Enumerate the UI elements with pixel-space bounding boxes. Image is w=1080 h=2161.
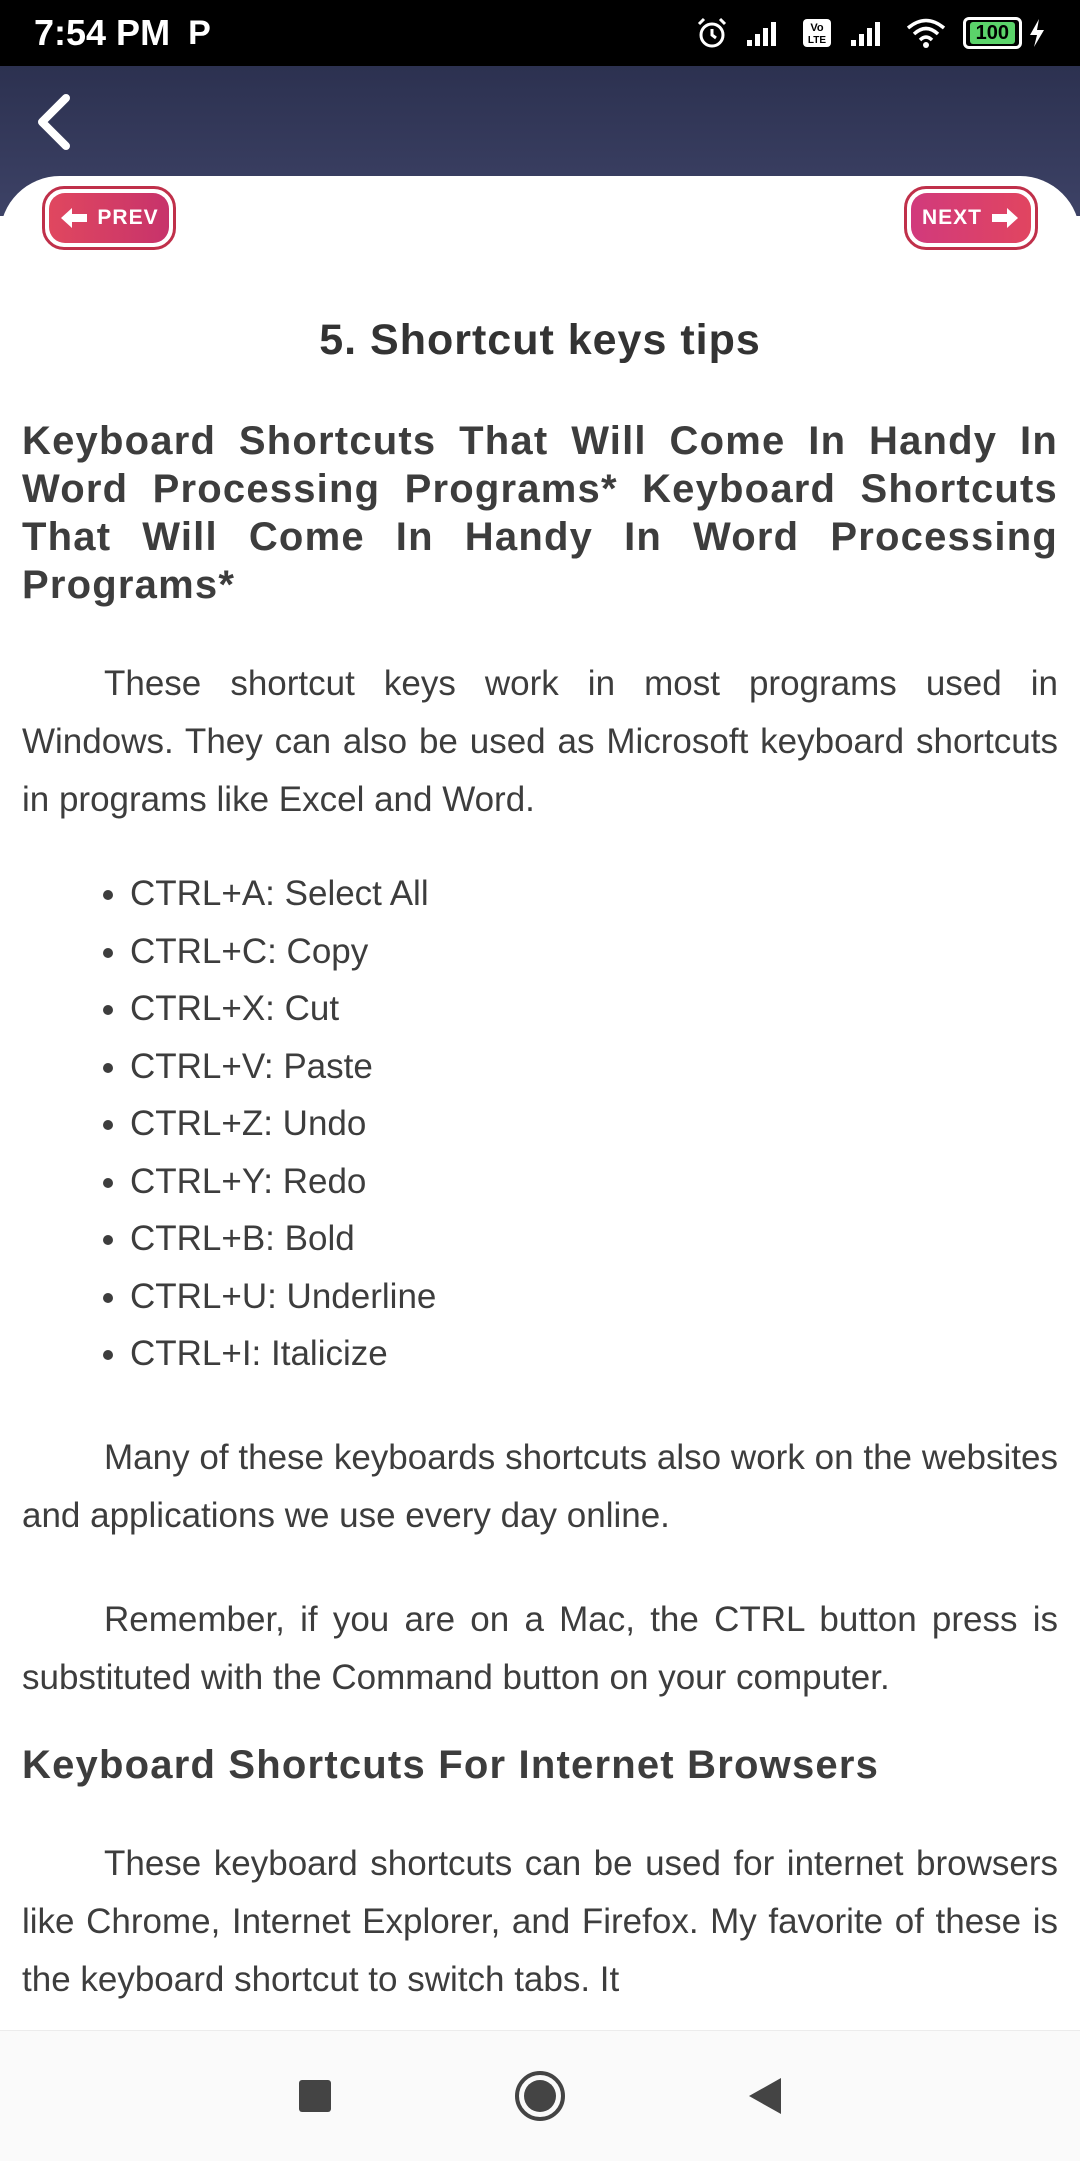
back-button[interactable] bbox=[747, 2076, 783, 2116]
next-button[interactable] bbox=[904, 186, 1038, 250]
status-bar bbox=[0, 0, 1080, 66]
list-item: • CTRL+C: Copy bbox=[130, 923, 1058, 981]
charging-icon bbox=[1028, 18, 1046, 48]
list-item: • CTRL+Z: Undo bbox=[130, 1095, 1058, 1153]
status-time: 7:54 PM bbox=[34, 12, 171, 53]
prev-label: PREV bbox=[97, 206, 159, 229]
signal-icon bbox=[849, 18, 889, 48]
battery-level: 100 bbox=[970, 22, 1015, 44]
section-heading: Keyboard Shortcuts That Will Come In Handy In Word Processing Programs* Keyboard Shortcuts That Will Come In Handy In Word Processing Programs* bbox=[22, 419, 1058, 607]
list-item: • CTRL+X: Cut bbox=[130, 980, 1058, 1038]
prev-button[interactable] bbox=[42, 186, 176, 250]
wifi-icon bbox=[905, 17, 947, 49]
list-item: • CTRL+B: Bold bbox=[130, 1210, 1058, 1268]
signal-icon bbox=[745, 18, 785, 48]
paragraph: These shortcut keys work in most programs used in Windows. They can also be used as Microsoft keyboard shortcuts in programs like Excel and Word. bbox=[22, 664, 1058, 819]
alarm-icon bbox=[695, 16, 729, 50]
paragraph: Remember, if you are on a Mac, the CTRL button press is substituted with the Command button on your computer. bbox=[22, 1599, 1058, 1697]
status-right bbox=[695, 16, 1046, 50]
status-left bbox=[34, 12, 211, 54]
paragraph: These keyboard shortcuts can be used for internet browsers like Chrome, Internet Explorer, and Firefox. My favorite of these is the keyboard shortcut to switch tabs. It bbox=[22, 1843, 1058, 1999]
paragraph: Many of these keyboards shortcuts also work on the websites and applications we use every day online. bbox=[22, 1437, 1058, 1535]
list-item: • CTRL+A: Select All bbox=[130, 865, 1058, 923]
next-label: NEXT bbox=[921, 206, 982, 229]
volte-icon bbox=[801, 17, 833, 49]
svg-text:Vo: Vo bbox=[810, 22, 824, 34]
article-title: 5. Shortcut keys tips bbox=[319, 316, 761, 364]
section-heading: Keyboard Shortcuts For Internet Browsers bbox=[22, 1742, 880, 1787]
circle-icon bbox=[513, 2069, 567, 2123]
article-content[interactable] bbox=[22, 316, 1058, 1999]
square-icon bbox=[297, 2078, 333, 2114]
system-nav-bar bbox=[0, 2030, 1080, 2161]
list-item: • CTRL+Y: Redo bbox=[130, 1153, 1058, 1211]
back-arrow-icon[interactable] bbox=[30, 92, 80, 152]
list-item: • CTRL+V: Paste bbox=[130, 1038, 1058, 1096]
recents-button[interactable] bbox=[297, 2078, 333, 2114]
right-arrow-icon bbox=[990, 206, 1020, 230]
shortcut-list bbox=[22, 865, 1058, 1383]
content-card bbox=[0, 176, 1080, 2026]
triangle-back-icon bbox=[747, 2076, 783, 2116]
home-button[interactable] bbox=[513, 2069, 567, 2123]
list-item: • CTRL+I: Italicize bbox=[130, 1325, 1058, 1383]
list-item: • CTRL+U: Underline bbox=[130, 1268, 1058, 1326]
left-arrow-icon bbox=[59, 206, 89, 230]
svg-text:LTE: LTE bbox=[807, 35, 826, 46]
app-notification-icon: P bbox=[188, 13, 211, 52]
battery-icon bbox=[963, 17, 1046, 49]
